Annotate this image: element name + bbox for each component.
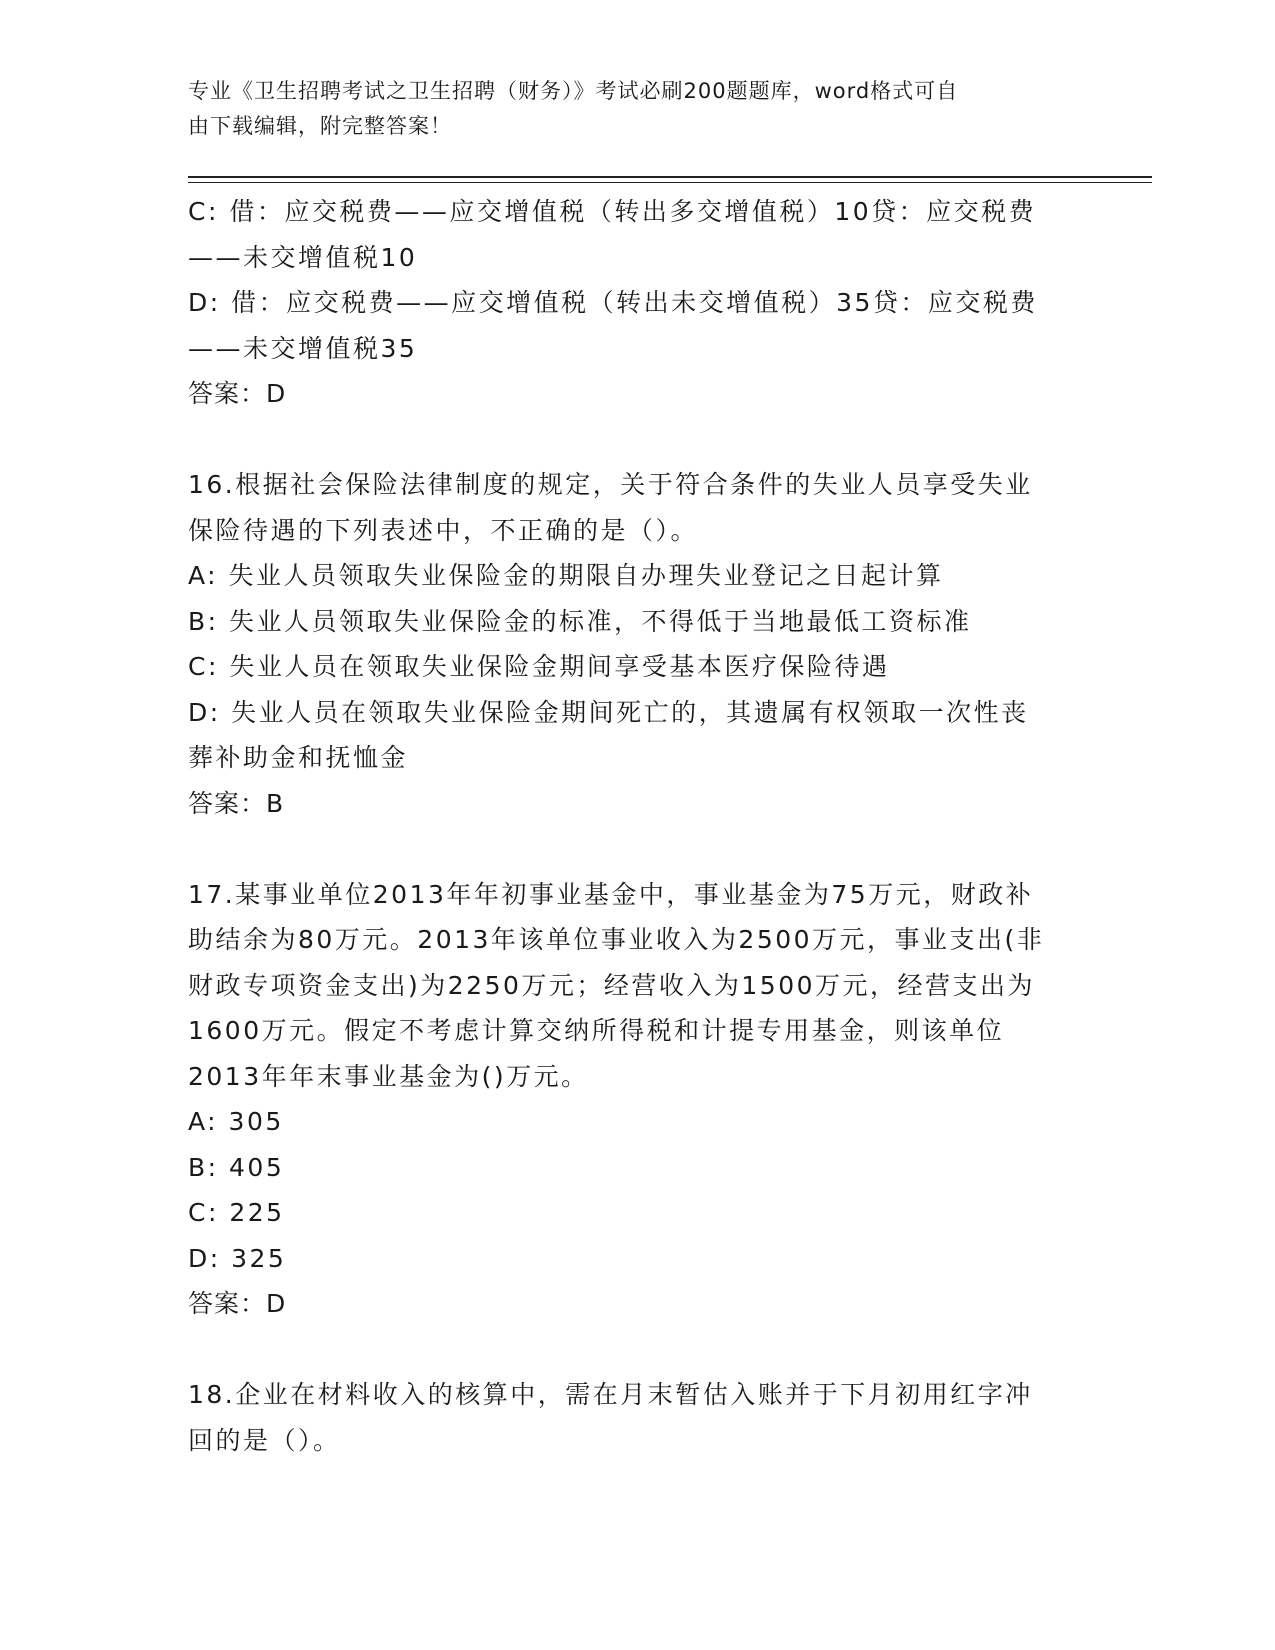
option-b: B: 405	[188, 1152, 285, 1182]
question-list	[188, 189, 1088, 1463]
question-17	[188, 872, 1088, 1327]
spacer	[188, 826, 1088, 872]
question-stem-continued: 回的是（）。	[188, 1425, 341, 1455]
option-b: B: 失业人员领取失业保险金的标准，不得低于当地最低工资标准	[188, 606, 972, 636]
header-line: 由下载编辑，附完整答案！	[188, 114, 452, 138]
question-stem: 16.根据社会保险法律制度的规定，关于符合条件的失业人员享受失业	[188, 470, 1033, 499]
question-stem: 17.某事业单位2013年年初事业基金中，事业基金为75万元，财政补	[188, 879, 1034, 909]
question-16	[188, 462, 1088, 826]
option-a: A: 305	[188, 1107, 284, 1136]
answer: 答案：D	[188, 379, 287, 408]
spacer	[188, 1327, 1088, 1373]
option-c: C: 失业人员在领取失业保险金期间享受基本医疗保险待遇	[188, 652, 890, 681]
question-stem-continued: 保险待遇的下列表述中，不正确的是（）。	[188, 515, 699, 545]
spacer	[188, 417, 1088, 463]
option-c: C: 借：应交税费——应交增值税（转出多交增值税）10贷：应交税费	[188, 197, 1037, 226]
header-divider-thin	[188, 182, 1152, 183]
header-line: 专业《卫生招聘考试之卫生招聘（财务）》考试必刷200题题库，word格式可自	[188, 79, 959, 103]
question-stem-continued: 1600万元。假定不考虑计算交纳所得税和计提专用基金，则该单位	[188, 1016, 1005, 1045]
option-a: A: 失业人员领取失业保险金的期限自办理失业登记之日起计算	[188, 561, 944, 590]
option-d: D: 失业人员在领取失业保险金期间死亡的，其遗属有权领取一次性丧	[188, 697, 1029, 727]
document-header	[188, 74, 1068, 144]
option-d: D: 325	[188, 1243, 287, 1273]
header-divider	[188, 176, 1152, 178]
option-c-continued: ——未交增值税10	[188, 242, 418, 272]
question-18	[188, 1372, 1088, 1463]
question-stem-continued: 2013年年末事业基金为()万元。	[188, 1061, 589, 1091]
answer: 答案：D	[188, 1289, 287, 1318]
answer: 答案：B	[188, 788, 285, 818]
question-stem-continued: 助结余为80万元。2013年该单位事业收入为2500万元，事业支出(非	[188, 925, 1045, 954]
question-stem-continued: 财政专项资金支出)为2250万元；经营收入为1500万元，经营支出为	[188, 970, 1036, 1000]
question-stem: 18.企业在材料收入的核算中，需在月末暂估入账并于下月初用红字冲	[188, 1380, 1033, 1409]
option-d-continued: 葬补助金和抚恤金	[188, 743, 409, 772]
question-15	[188, 189, 1088, 417]
option-c: C: 225	[188, 1198, 285, 1227]
option-d-continued: ——未交增值税35	[188, 333, 418, 363]
option-d: D: 借：应交税费——应交增值税（转出未交增值税）35贷：应交税费	[188, 288, 1038, 317]
